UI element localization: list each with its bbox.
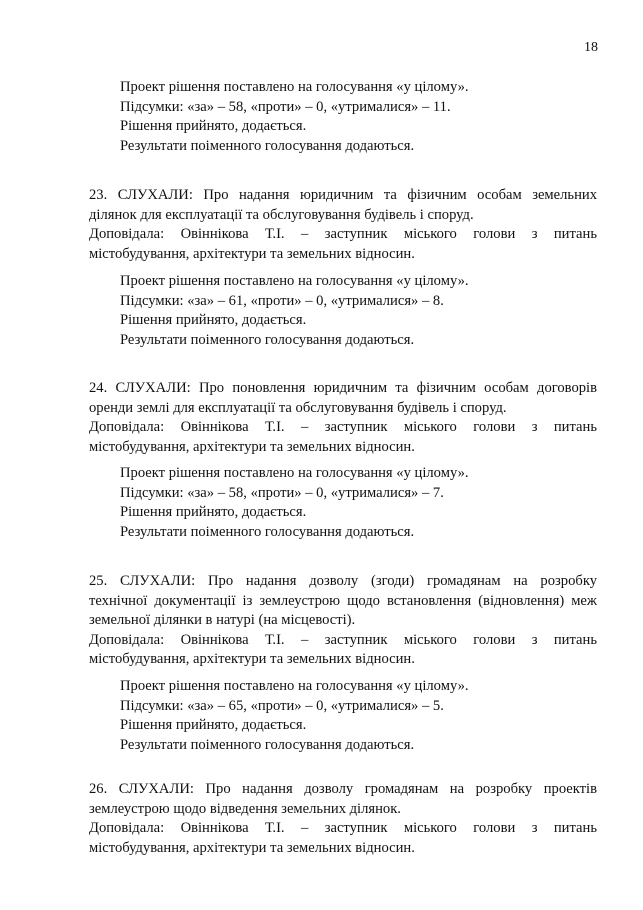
vote-tally-line: Підсумки: «за» – 61, «проти» – 0, «утрималися» – 8. bbox=[120, 292, 444, 309]
speaker-line: Доповідала: Овіннікова Т.І. – заступник міського голови з питань bbox=[89, 820, 597, 836]
heard-line-cont: технічної документації із землеустрою щодо встановлення (відновлення) меж bbox=[89, 592, 597, 609]
heard-line-cont: землеустрою щодо відведення земельних ділянок. bbox=[89, 800, 401, 817]
roll-call-line: Результати поіменного голосування додаються. bbox=[120, 331, 415, 348]
vote-result-23 bbox=[120, 272, 600, 350]
decision-line: Рішення прийнято, додається. bbox=[120, 312, 307, 328]
agenda-item-26 bbox=[89, 780, 597, 858]
agenda-item-23 bbox=[89, 186, 597, 264]
vote-put-line: Проект рішення поставлено на голосування «у цілому». bbox=[120, 79, 469, 95]
heard-line-cont: земельної ділянки в натурі (на місцевості). bbox=[89, 612, 356, 628]
heard-line: 26. СЛУХАЛИ: Про надання дозволу громадянам на розробку проектів bbox=[89, 781, 597, 797]
page-number: 18 bbox=[584, 40, 598, 55]
decision-line: Рішення прийнято, додається. bbox=[120, 118, 307, 134]
vote-result-24 bbox=[120, 464, 600, 542]
heard-line: 24. СЛУХАЛИ: Про поновлення юридичним та фізичним особам договорів bbox=[89, 380, 597, 396]
heard-line-cont: оренди землі для експлуатації та обслуговування будівель і споруд. bbox=[89, 399, 507, 416]
heard-line: 23. СЛУХАЛИ: Про надання юридичним та фізичним особам земельних bbox=[89, 187, 597, 203]
roll-call-line: Результати поіменного голосування додаються. bbox=[120, 523, 415, 540]
speaker-line-cont: містобудування, архітектури та земельних відносин. bbox=[89, 651, 415, 667]
roll-call-line: Результати поіменного голосування додаються. bbox=[120, 736, 415, 753]
vote-put-line: Проект рішення поставлено на голосування «у цілому». bbox=[120, 465, 469, 481]
vote-tally-line: Підсумки: «за» – 65, «проти» – 0, «утрималися» – 5. bbox=[120, 697, 444, 714]
speaker-line: Доповідала: Овіннікова Т.І. – заступник міського голови з питань bbox=[89, 631, 597, 648]
heard-line-cont: ділянок для експлуатації та обслуговування будівель і споруд. bbox=[89, 206, 474, 223]
vote-put-line: Проект рішення поставлено на голосування «у цілому». bbox=[120, 273, 469, 289]
vote-result-25 bbox=[120, 677, 600, 755]
vote-result-22 bbox=[120, 78, 600, 156]
heard-line: 25. СЛУХАЛИ: Про надання дозволу (згоди) громадянам на розробку bbox=[89, 573, 597, 589]
speaker-line-cont: містобудування, архітектури та земельних відносин. bbox=[89, 839, 415, 856]
speaker-line-cont: містобудування, архітектури та земельних відносин. bbox=[89, 245, 415, 262]
agenda-item-24 bbox=[89, 379, 597, 457]
vote-put-line: Проект рішення поставлено на голосування «у цілому». bbox=[120, 678, 469, 694]
speaker-line: Доповідала: Овіннікова Т.І. – заступник міського голови з питань bbox=[89, 419, 597, 435]
roll-call-line: Результати поіменного голосування додаються. bbox=[120, 137, 415, 154]
speaker-line: Доповідала: Овіннікова Т.І. – заступник міського голови з питань bbox=[89, 226, 597, 242]
vote-tally-line: Підсумки: «за» – 58, «проти» – 0, «утрималися» – 7. bbox=[120, 484, 444, 501]
speaker-line-cont: містобудування, архітектури та земельних відносин. bbox=[89, 438, 415, 455]
vote-tally-line: Підсумки: «за» – 58, «проти» – 0, «утрималися» – 11. bbox=[120, 98, 451, 115]
agenda-item-25 bbox=[89, 572, 597, 670]
decision-line: Рішення прийнято, додається. bbox=[120, 717, 307, 733]
decision-line: Рішення прийнято, додається. bbox=[120, 504, 307, 520]
